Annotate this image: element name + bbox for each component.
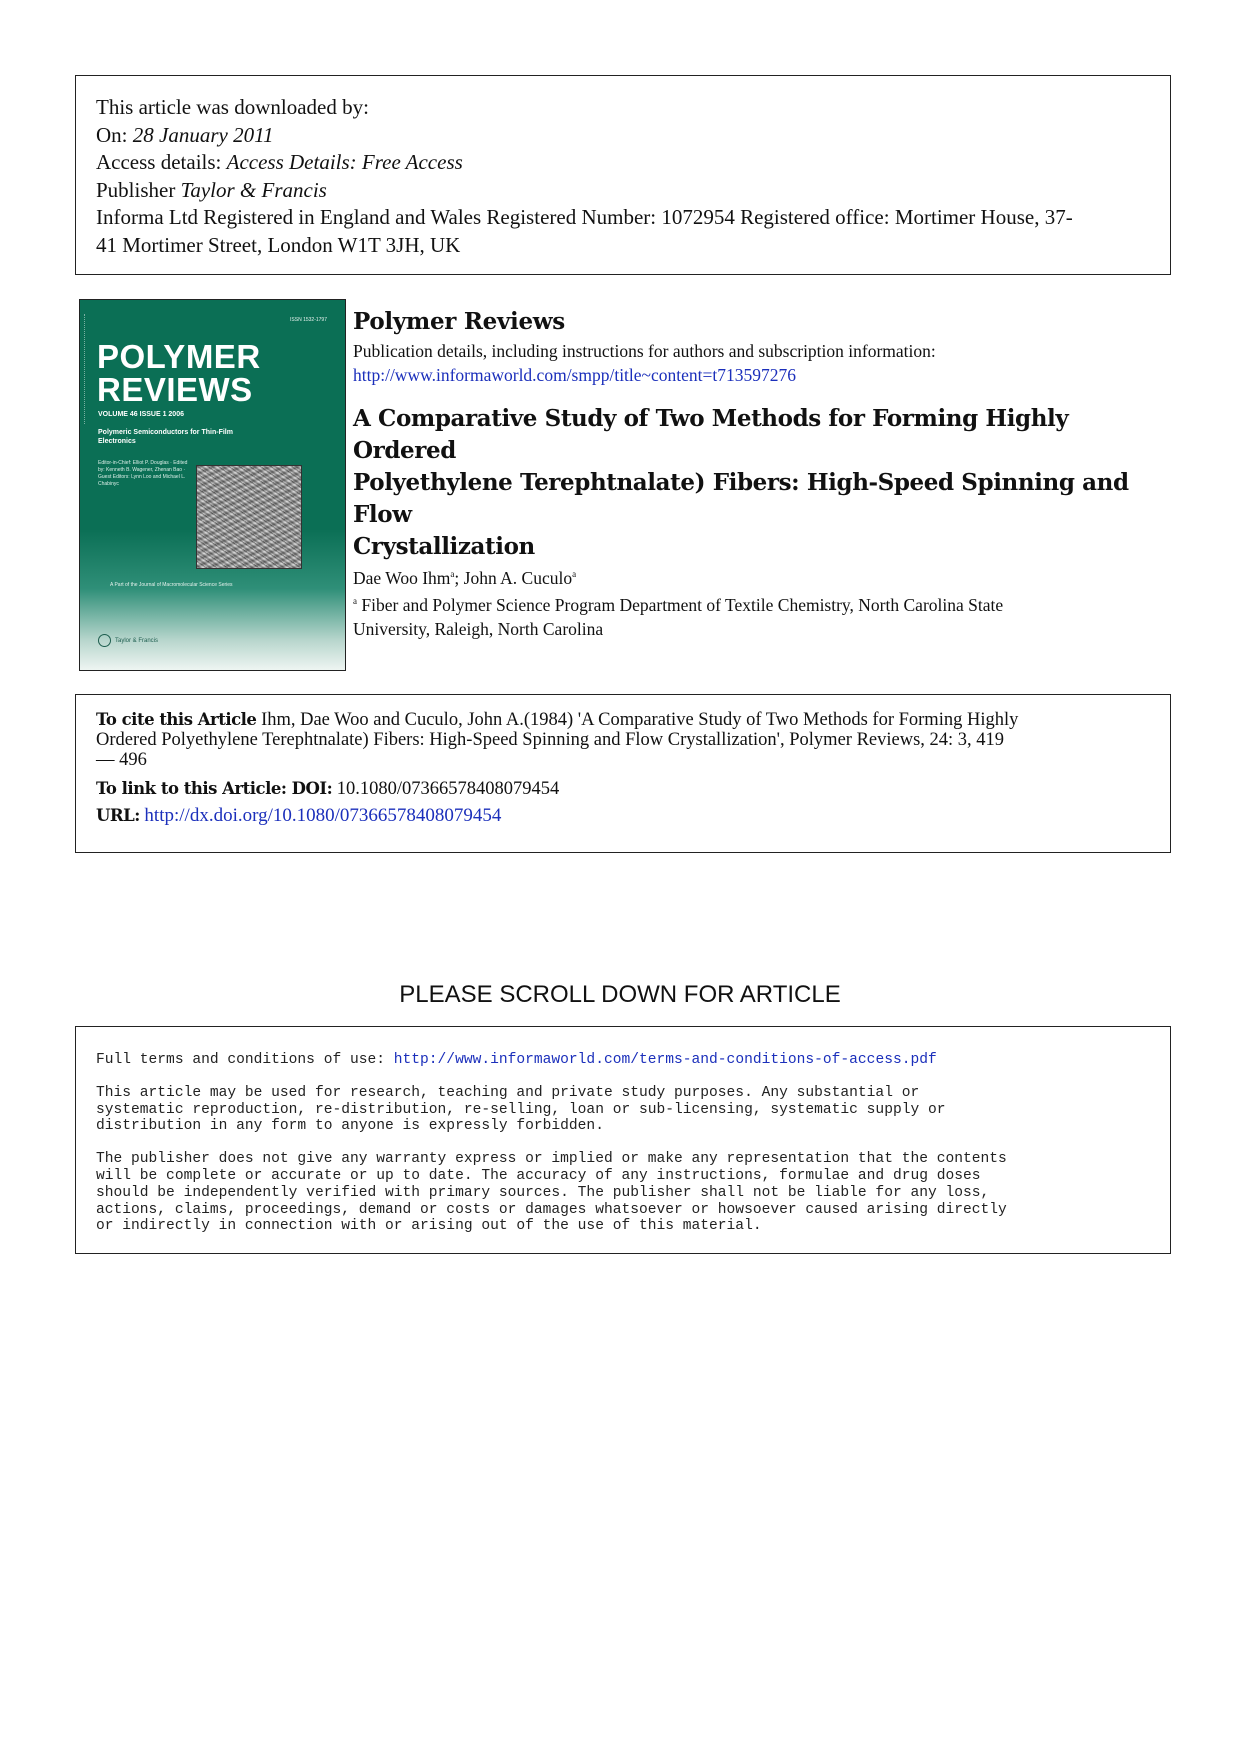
affiliation-text-1: Fiber and Polymer Science Program Department of Textile Chemistry, North Carolina State — [361, 595, 1004, 615]
cover-issn: ISSN 1532-1797 — [290, 317, 327, 323]
terms-paragraph-1 — [96, 1085, 1150, 1135]
authors: Dae Woo Ihm$^a$; John A. Cuculo$^a$ — [353, 568, 577, 588]
cite-label: To cite this Article — [96, 710, 257, 729]
terms-p1-line-3: distribution in any form to anyone is expressly forbidden. — [96, 1118, 604, 1135]
terms-url-link[interactable]: http://www.informaworld.com/terms-and-conditions-of-access.pdf — [393, 1052, 937, 1068]
on-label: On: — [96, 122, 128, 147]
author-1: Dae Woo Ihm — [353, 568, 451, 588]
access-value: Access Details: Free Access — [226, 150, 463, 174]
terms-label: Full terms and conditions of use: — [96, 1052, 394, 1068]
cover-publisher-name: Taylor & Francis — [115, 637, 159, 644]
terms-p1-line-2: systematic reproduction, re-distribution, re-selling, loan or sub-licensing, systematic supply or — [96, 1101, 946, 1118]
citation-text-1: Ihm, Dae Woo and Cuculo, John A.(1984) 'A Comparative Study of Two Methods for Forming Highly — [261, 710, 1019, 730]
terms-box — [75, 1026, 1171, 1254]
article-title-line-1: A Comparative Study of Two Methods for Forming Highly Ordered — [353, 405, 1069, 464]
terms-p2-line-3: should be independently verified with primary sources. The publisher shall not be liable for any loss, — [96, 1184, 990, 1201]
citation-line-2: Ordered Polyethylene Terephtnalate) Fibers: High-Speed Spinning and Flow Crystallization', Polymer Reviews, 24: 3, 419 — [96, 730, 1005, 750]
doi-value: 10.1080/07366578408079454 — [336, 779, 560, 799]
publisher-line — [96, 177, 1150, 205]
cover-fiber-photo — [196, 465, 302, 569]
citation-line-1 — [96, 710, 1150, 730]
affiliation-line-1 — [353, 589, 1163, 617]
journal-info — [353, 305, 1163, 641]
registered-line-1: Informa Ltd Registered in England and Wales Registered Number: 1072954 Registered office: Mortimer House, 37- — [96, 205, 1073, 229]
cover-title-line-2: REVIEWS — [97, 371, 253, 408]
registered-line-2: 41 Mortimer Street, London W1T 3JH, UK — [96, 232, 461, 257]
cover-editors: Editor-in-Chief: Elliot P. Douglas · Edited by: Kenneth B. Wagener, Zhenan Bao · Guest Editors: Lynn Loo and Michael L. Chabinyc — [98, 460, 188, 487]
download-date: 28 January 2011 — [132, 122, 274, 147]
doi-label: To link to this Article: DOI: — [96, 779, 333, 798]
terms-p1-line-1: This article may be used for research, teaching and private study purposes. Any substantial or — [96, 1084, 920, 1101]
journal-title: Polymer Reviews — [353, 308, 565, 335]
journal-cover-image — [79, 299, 346, 671]
publisher-logo-icon — [98, 634, 111, 647]
affiliation-mark: a — [572, 569, 577, 579]
affiliation-mark: a — [353, 596, 357, 606]
scroll-notice: PLEASE SCROLL DOWN FOR ARTICLE — [399, 981, 841, 1008]
terms-paragraph-2 — [96, 1151, 1150, 1235]
terms-p2-line-5: or indirectly in connection with or arising out of the use of this material. — [96, 1218, 762, 1235]
author-2: John A. Cuculo — [463, 568, 573, 588]
cover-subtitle: Polymeric Semiconductors for Thin-Film Electronics — [98, 429, 233, 445]
citation-text — [96, 710, 1150, 770]
affiliation-mark: a — [450, 569, 455, 579]
citation-box — [75, 694, 1171, 853]
article-title-line-3: Crystallization — [353, 533, 535, 560]
terms-link-line — [96, 1052, 1150, 1069]
citation-line-3: — 496 — [96, 750, 147, 770]
article-title — [353, 403, 1163, 563]
cover-series-note: A Part of the Journal of Macromolecular Science Series — [110, 582, 233, 588]
journal-details: Publication details, including instructions for authors and subscription information: — [353, 341, 936, 361]
cover-publisher-logo — [98, 634, 158, 647]
terms-p2-line-1: The publisher does not give any warranty express or implied or make any representation that the contents — [96, 1151, 1007, 1168]
cover-title-line-1: POLYMER — [97, 338, 261, 375]
publisher-label: Publisher — [96, 177, 176, 202]
access-label: Access details: — [96, 150, 222, 174]
terms-p2-line-4: actions, claims, proceedings, demand or costs or damages whatsoever or howsoever caused arising directly — [96, 1201, 1007, 1218]
url-row — [96, 804, 1150, 828]
download-info-box — [75, 75, 1171, 275]
affiliation-line-2: University, Raleigh, North Carolina — [353, 619, 604, 639]
terms-p2-line-2: will be complete or accurate or up to date. The accuracy of any instructions, formulae and drug doses — [96, 1167, 981, 1184]
journal-url-link[interactable]: http://www.informaworld.com/smpp/title~content=t713597276 — [353, 365, 797, 385]
downloaded-by-line: This article was downloaded by: — [96, 95, 369, 119]
download-date-line — [96, 122, 1150, 150]
access-details-line — [96, 149, 1150, 177]
doi-url-link[interactable]: http://dx.doi.org/10.1080/07366578408079454 — [144, 805, 502, 826]
affiliation — [353, 589, 1163, 641]
publisher-value: Taylor & Francis — [180, 177, 327, 202]
cover-spine — [84, 314, 91, 424]
doi-row — [96, 777, 1150, 801]
cover-volume: VOLUME 46 ISSUE 1 2006 — [98, 411, 184, 418]
article-title-line-2: Polyethylene Terephtnalate) Fibers: High-Speed Spinning and Flow — [353, 469, 1129, 528]
url-label: URL: — [96, 806, 140, 825]
